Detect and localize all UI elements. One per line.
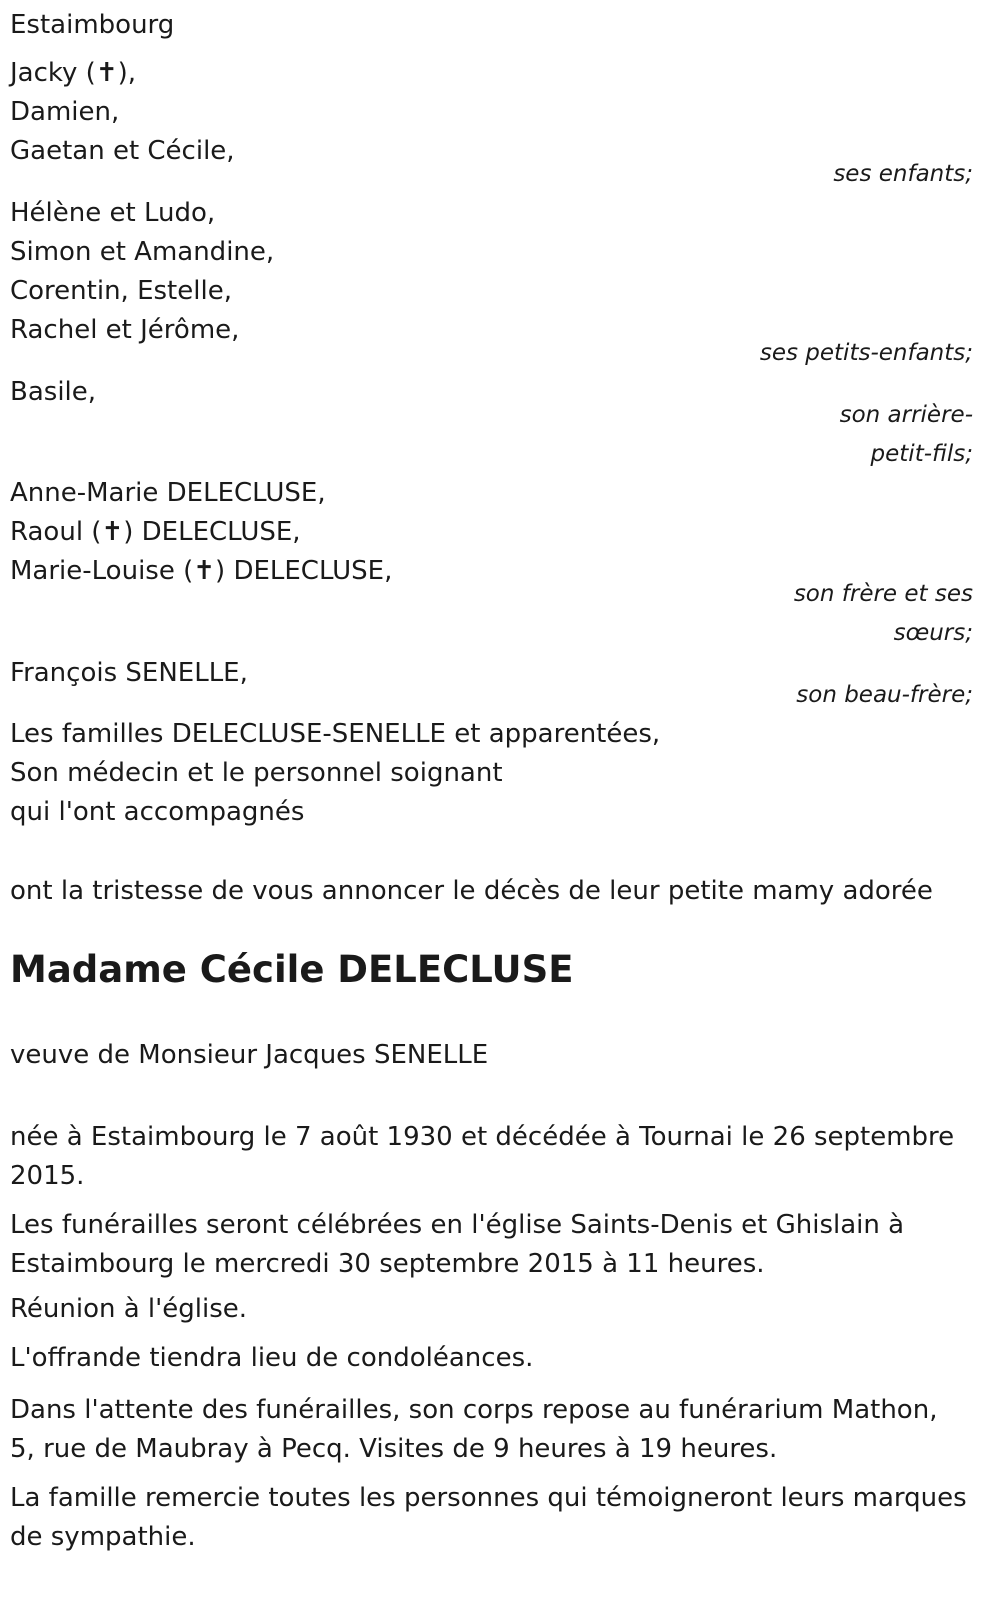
thanks-text: La famille remercie toutes les personnes qui témoigneront leurs marques de sympathie. — [10, 1483, 967, 1552]
child-name: Jacky (✝), — [10, 58, 137, 88]
other-mourners-line: Les familles DELECLUSE-SENELLE et apparentées, — [10, 719, 661, 749]
role-siblings-line2: sœurs; — [893, 620, 973, 646]
sibling-name: Anne-Marie DELECLUSE, — [10, 478, 326, 508]
great-grandchild-name: Basile, — [10, 377, 97, 407]
grandchild-name: Hélène et Ludo, — [10, 198, 216, 228]
grandchild-name: Rachel et Jérôme, — [10, 315, 240, 345]
role-great-grandson-line2: petit-fils; — [870, 441, 973, 467]
sibling-name: Marie-Louise (✝) DELECLUSE, — [10, 556, 393, 586]
place-heading: Estaimbourg — [10, 10, 175, 40]
announcement-text: ont la tristesse de vous annoncer le décès de leur petite mamy adorée — [10, 876, 933, 906]
viewing-text: Dans l'attente des funérailles, son corps repose au funérarium Mathon, 5, rue de Maubray à Pecq. Visites de 9 heures à 19 heures. — [10, 1395, 938, 1464]
role-brother-in-law: son beau-frère; — [796, 682, 973, 708]
widow-of-text: veuve de Monsieur Jacques SENELLE — [10, 1040, 489, 1070]
deceased-name: Madame Cécile DELECLUSE — [10, 948, 574, 991]
grandchild-name: Simon et Amandine, — [10, 237, 275, 267]
other-mourners-line: Son médecin et le personnel soignant — [10, 758, 503, 788]
funeral-text: Les funérailles seront célébrées en l'église Saints-Denis et Ghislain à Estaimbourg le mercredi 30 septembre 2015 à 11 heures. — [10, 1210, 905, 1279]
role-great-grandson-line1: son arrière- — [839, 402, 973, 428]
meeting-text: Réunion à l'église. — [10, 1294, 248, 1324]
role-grandchildren: ses petits-enfants; — [759, 340, 973, 366]
grandchild-name: Corentin, Estelle, — [10, 276, 232, 306]
birth-death-text: née à Estaimbourg le 7 août 1930 et décédée à Tournai le 26 septembre 2015. — [10, 1122, 955, 1191]
role-children: ses enfants; — [833, 161, 973, 187]
sibling-name: Raoul (✝) DELECLUSE, — [10, 517, 301, 547]
child-name: Gaetan et Cécile, — [10, 136, 235, 166]
child-name: Damien, — [10, 97, 120, 127]
offering-text: L'offrande tiendra lieu de condoléances. — [10, 1343, 534, 1373]
other-mourners-line: qui l'ont accompagnés — [10, 797, 305, 827]
role-siblings-line1: son frère et ses — [793, 581, 973, 607]
brother-in-law-name: François SENELLE, — [10, 658, 248, 688]
